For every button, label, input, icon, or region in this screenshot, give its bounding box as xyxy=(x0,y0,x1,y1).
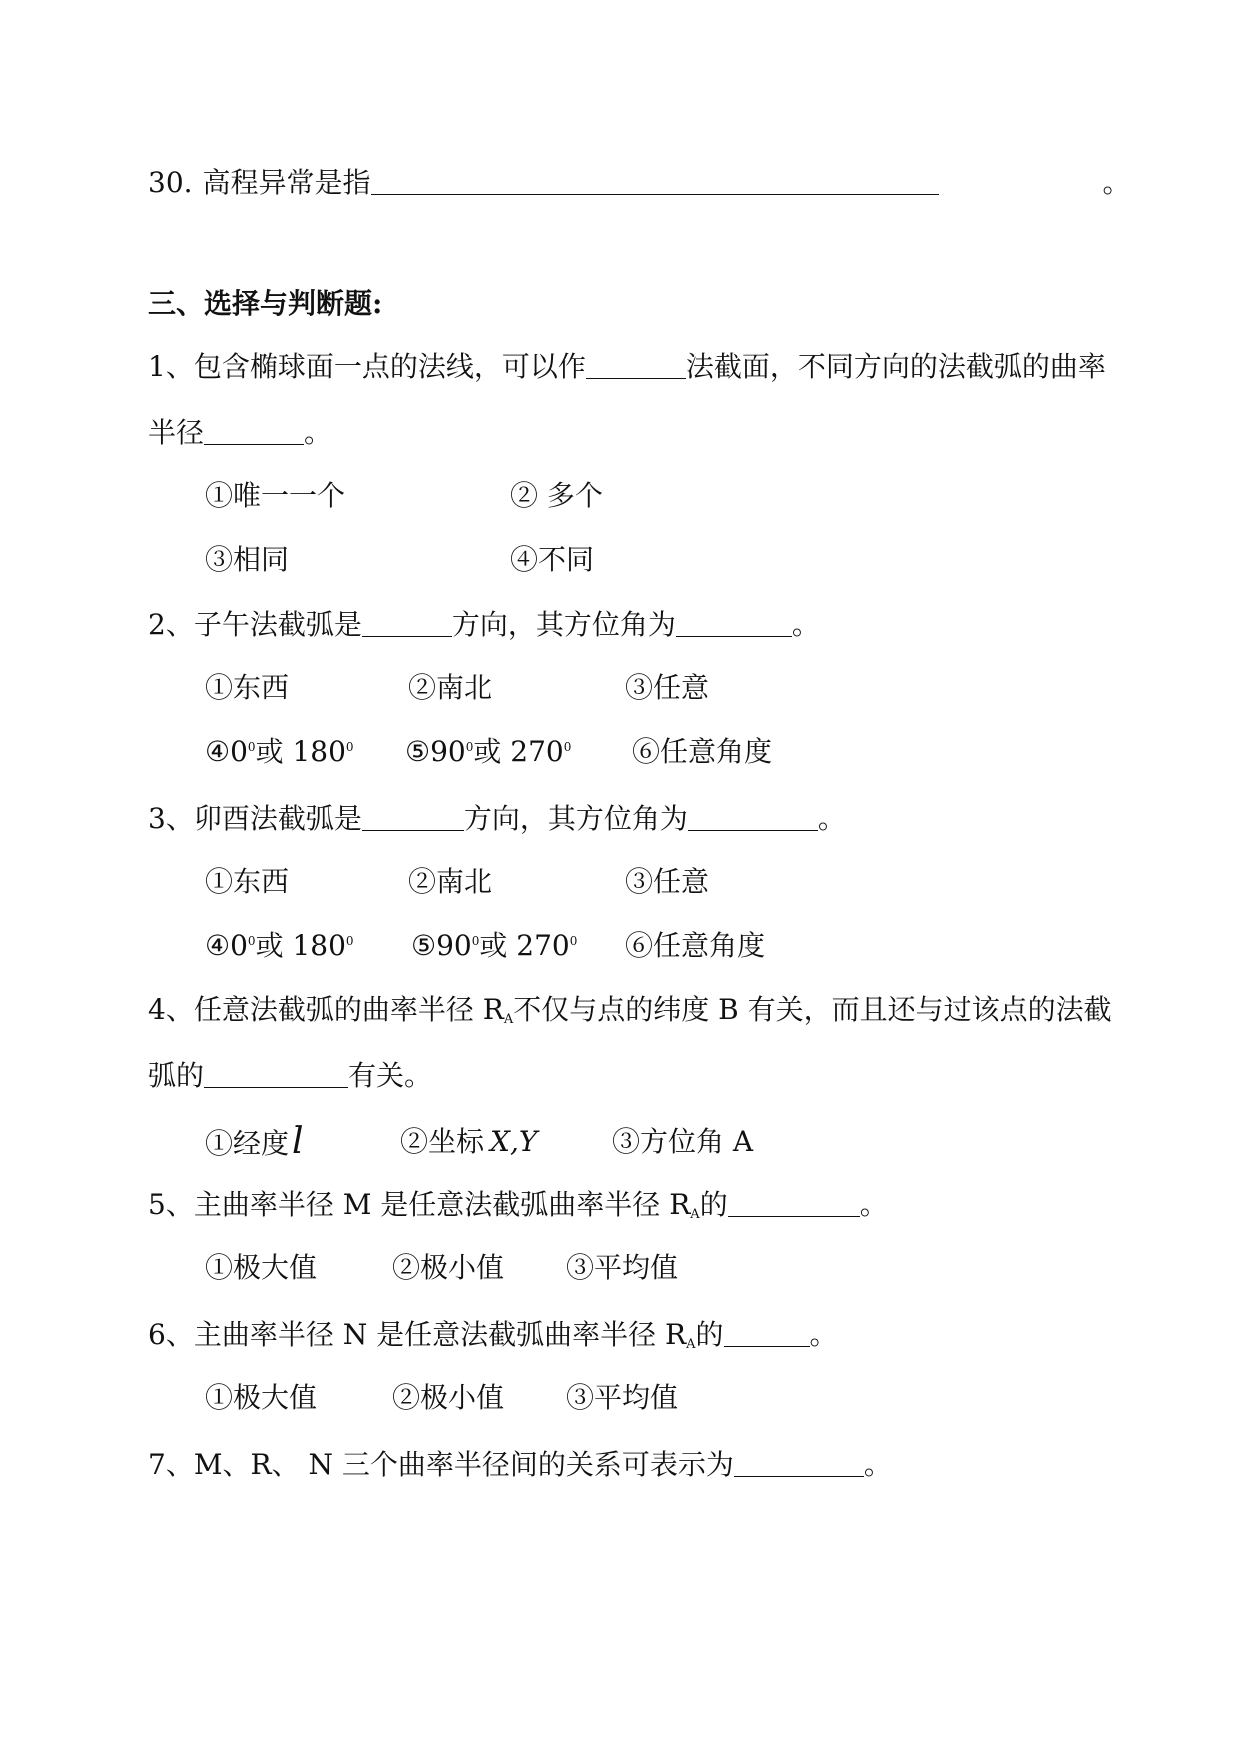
question-end: 。 xyxy=(859,1188,888,1221)
question-text: 任意法截弧的曲率半径 R xyxy=(193,993,504,1026)
option[interactable]: ①东西 xyxy=(205,865,290,898)
question-number: 5、 xyxy=(148,1188,194,1221)
answer-blank[interactable] xyxy=(204,1061,348,1088)
subscript: A xyxy=(690,1207,700,1222)
question-4 xyxy=(148,993,1112,1027)
question-text: 子午法截弧是 xyxy=(193,608,362,641)
option[interactable]: ③相同 xyxy=(205,543,290,576)
option[interactable]: ②坐标 X,Y xyxy=(400,1125,538,1158)
question-end: 。 xyxy=(863,1448,892,1481)
question-number: 7、 xyxy=(148,1448,194,1481)
question-text: 方向，其方位角为 xyxy=(463,802,688,835)
option[interactable]: ⑥任意角度 xyxy=(632,735,773,768)
option[interactable]: $⑤90^0$或 $270^0$ xyxy=(405,735,572,768)
option[interactable]: ①东西 xyxy=(205,671,290,704)
question-4-cont xyxy=(148,1061,432,1090)
question-end: 。 xyxy=(304,416,333,449)
option[interactable]: ③平均值 xyxy=(566,1251,679,1284)
option[interactable]: ①唯一一个 xyxy=(205,479,346,512)
question-text: 高程异常是指 xyxy=(202,166,371,199)
option[interactable]: ②南北 xyxy=(408,671,493,704)
question-text: 半径 xyxy=(148,416,205,449)
option[interactable]: ①极大值 xyxy=(205,1381,318,1414)
option[interactable]: $④0^0$或 $180^0$ xyxy=(205,929,354,962)
question-30 xyxy=(148,168,1131,197)
question-number: 2、 xyxy=(148,608,194,641)
option[interactable]: ①极大值 xyxy=(205,1251,318,1284)
question-2 xyxy=(148,610,820,639)
question-text: 弧的 xyxy=(148,1059,205,1092)
option[interactable]: ② 多个 xyxy=(510,479,603,512)
question-end: 。 xyxy=(809,1318,838,1351)
question-7 xyxy=(148,1450,892,1479)
question-text: 的 xyxy=(695,1318,724,1351)
question-5 xyxy=(148,1190,888,1221)
answer-blank[interactable] xyxy=(728,1190,860,1217)
option[interactable]: ②极小值 xyxy=(392,1251,505,1284)
option[interactable]: ①经度l xyxy=(205,1121,304,1162)
question-end: 。 xyxy=(817,802,846,835)
answer-blank-2[interactable] xyxy=(676,610,792,637)
question-3 xyxy=(148,804,846,833)
question-end: 。 xyxy=(1102,166,1131,199)
answer-blank-2[interactable] xyxy=(688,804,818,831)
option[interactable]: $⑤90^0$或 $270^0$ xyxy=(411,929,578,962)
answer-blank[interactable] xyxy=(724,1320,810,1347)
question-text: 法截面，不同方向的法截弧的曲率 xyxy=(685,350,1106,383)
option[interactable]: ②南北 xyxy=(408,865,493,898)
question-text: 不仅与点的纬度 B 有关，而且还与过该点的法截 xyxy=(513,993,1112,1026)
question-number: 1、 xyxy=(148,350,194,383)
question-end: 。 xyxy=(791,608,820,641)
question-text: M、R、 N 三个曲率半径间的关系可表示为 xyxy=(193,1448,734,1481)
question-1 xyxy=(148,352,1106,381)
answer-blank[interactable] xyxy=(371,168,939,195)
option[interactable]: ②极小值 xyxy=(392,1381,505,1414)
question-6 xyxy=(148,1320,838,1351)
option[interactable]: ③平均值 xyxy=(566,1381,679,1414)
option[interactable]: $④0^0$或 $180^0$ xyxy=(205,735,354,768)
answer-blank-2[interactable] xyxy=(204,418,304,445)
question-number: 30. xyxy=(148,166,193,199)
question-text: 主曲率半径 M 是任意法截弧曲率半径 R xyxy=(193,1188,691,1221)
answer-blank-1[interactable] xyxy=(362,804,464,831)
option[interactable]: ③任意 xyxy=(625,865,710,898)
question-1-cont xyxy=(148,418,332,447)
question-text: 有关。 xyxy=(348,1059,433,1092)
question-number: 4、 xyxy=(148,993,194,1026)
subscript: A xyxy=(686,1337,696,1352)
answer-blank-1[interactable] xyxy=(362,610,452,637)
answer-blank[interactable] xyxy=(734,1450,864,1477)
question-text: 包含椭球面一点的法线，可以作 xyxy=(193,350,586,383)
question-text: 主曲率半径 N 是任意法截弧曲率半径 R xyxy=(193,1318,687,1351)
question-text: 方向，其方位角为 xyxy=(451,608,676,641)
question-text: 的 xyxy=(699,1188,728,1221)
option[interactable]: ⑥任意角度 xyxy=(625,929,766,962)
option[interactable]: ③任意 xyxy=(625,671,710,704)
option[interactable]: ④不同 xyxy=(510,543,595,576)
subscript: A xyxy=(503,1012,514,1027)
answer-blank-1[interactable] xyxy=(586,352,686,379)
question-number: 6、 xyxy=(148,1318,194,1351)
question-number: 3、 xyxy=(148,802,194,835)
option[interactable]: ③方位角 A xyxy=(612,1125,754,1158)
section-heading: 三、选择与判断题: xyxy=(148,287,383,320)
question-text: 卯酉法截弧是 xyxy=(193,802,362,835)
